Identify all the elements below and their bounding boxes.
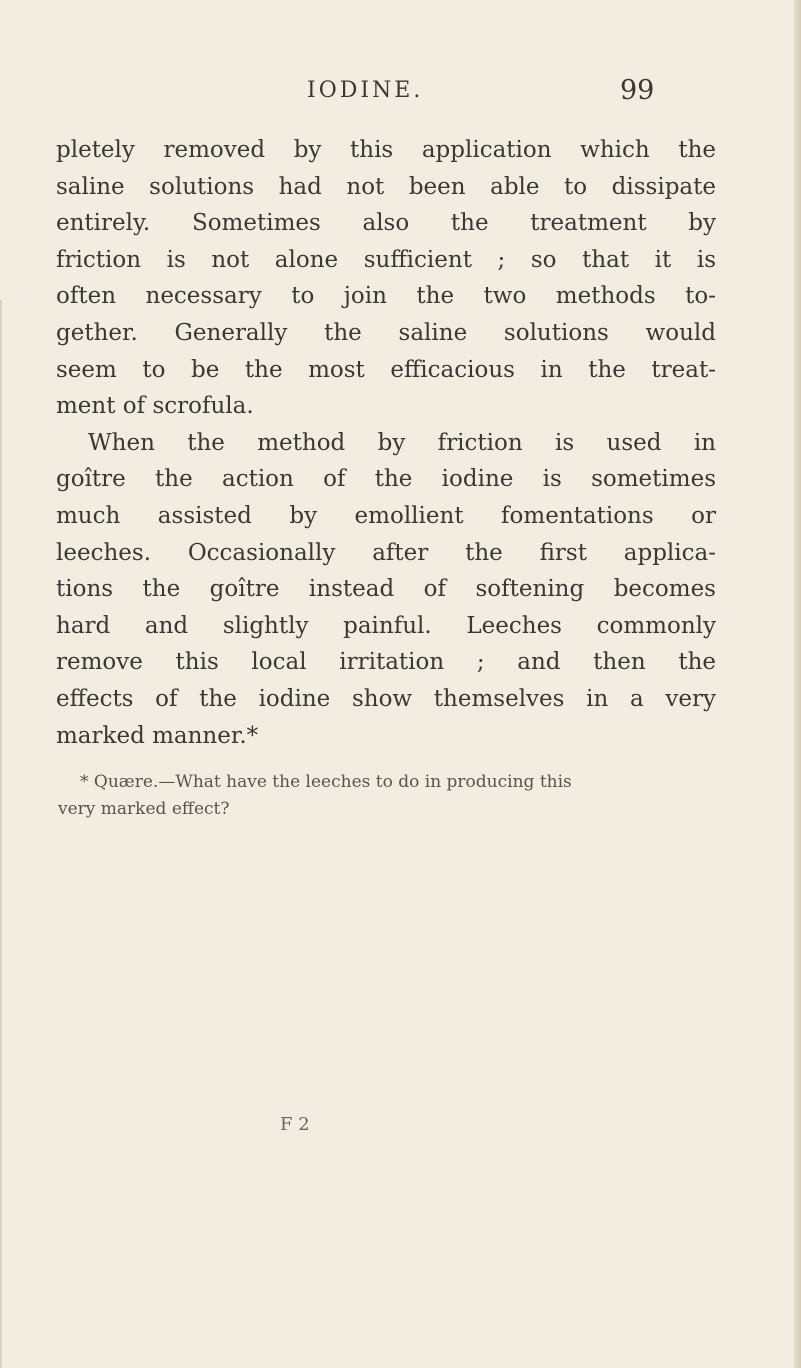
text-line: much assisted by emollient fomentations or [56, 502, 716, 529]
text-line: seem to be the most efficacious in the treat- [56, 356, 716, 383]
running-title: IODINE. [307, 78, 424, 103]
running-head [0, 75, 801, 108]
body-text [56, 132, 716, 754]
text-line: friction is not alone sufficient ; so that it is [56, 246, 716, 273]
text-line: When the method by friction is used in [88, 429, 716, 456]
text-line: remove this local irritation ; and then the [56, 649, 716, 676]
footnote-line: very marked effect? [58, 799, 230, 819]
text-line: hard and slightly painful. Leeches commonly [56, 612, 716, 639]
text-line: goître the action of the iodine is sometimes [56, 466, 716, 493]
text-line: pletely removed by this application which the [56, 137, 716, 163]
text-line: tions the goître instead of softening becomes [56, 576, 716, 603]
page-left-edge [0, 300, 2, 1368]
text-line: leeches. Occasionally after the first applica- [56, 539, 716, 566]
footnote [58, 769, 718, 823]
text-line: marked manner.* [56, 722, 259, 749]
text-line: effects of the iodine show themselves in a very [56, 685, 716, 712]
page-spine-shadow [794, 0, 801, 1368]
text-line: often necessary to join the two methods to- [56, 283, 716, 310]
footnote-line: * Quære.—What have the leeches to do in producing this [80, 772, 572, 792]
text-line: entirely. Sometimes also the treatment by [56, 210, 716, 237]
page-number: 99 [620, 75, 655, 106]
text-line: gether. Generally the saline solutions would [56, 319, 716, 346]
text-line: saline solutions had not been able to dissipate [56, 173, 716, 200]
text-line: ment of scrofula. [56, 393, 254, 420]
signature-mark: F 2 [280, 1114, 310, 1135]
